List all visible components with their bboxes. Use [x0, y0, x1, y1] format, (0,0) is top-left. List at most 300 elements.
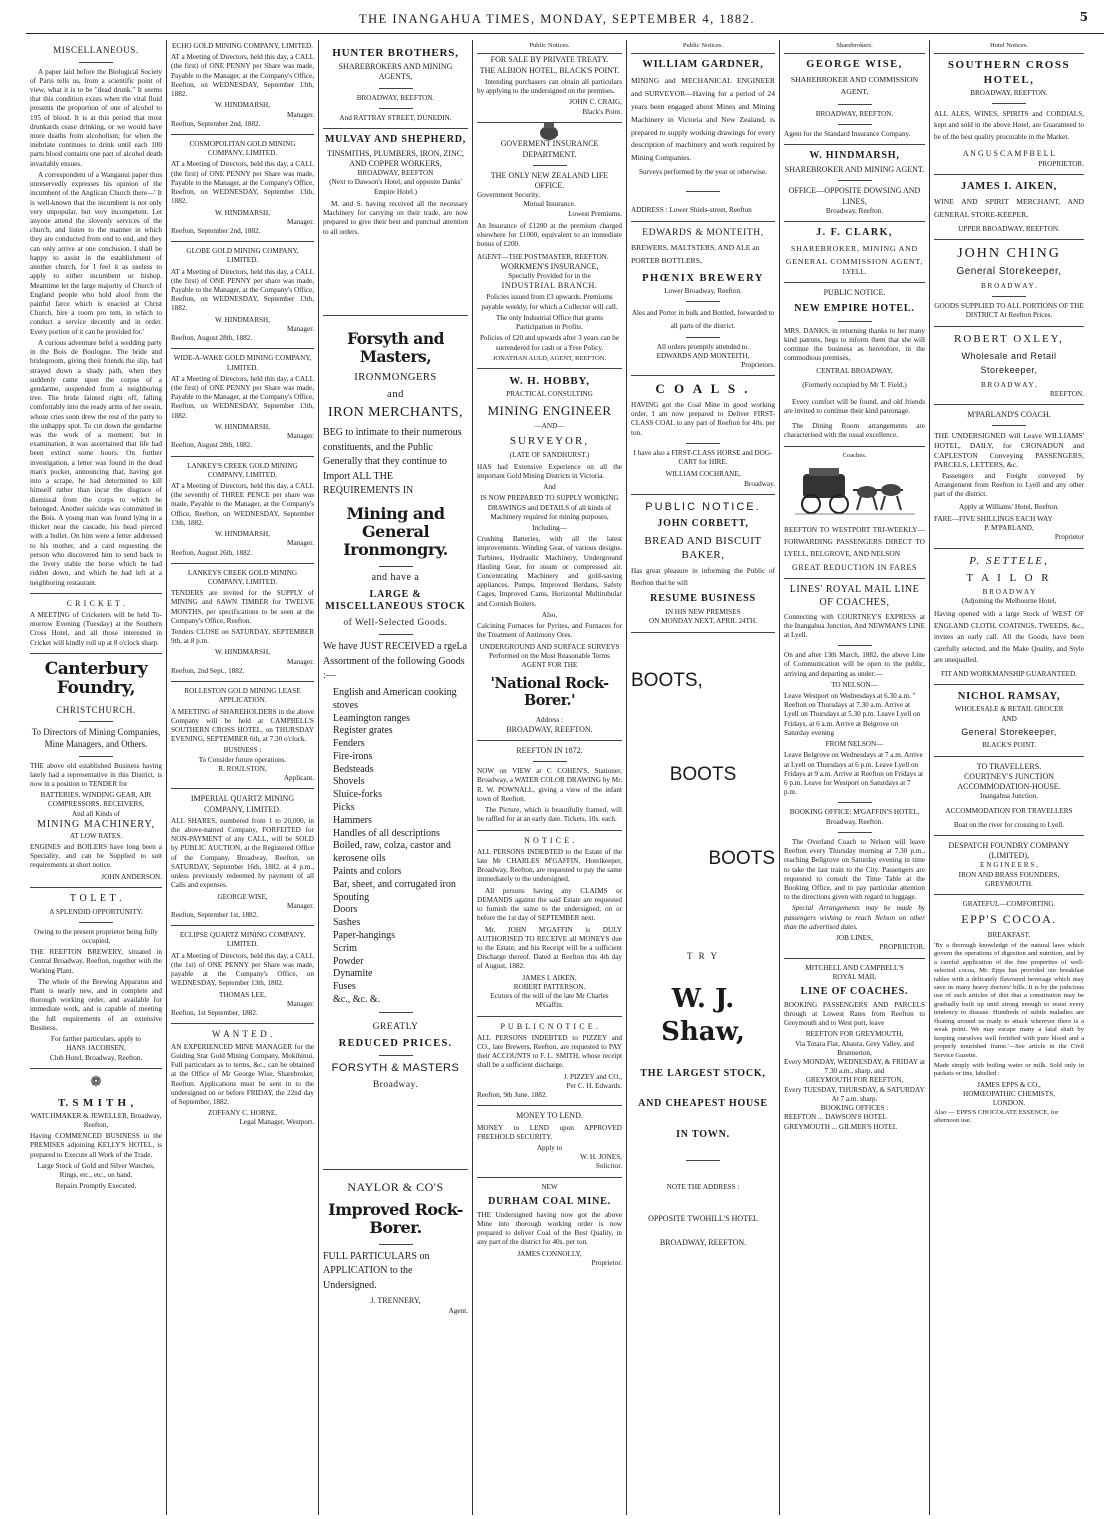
separator [686, 301, 720, 302]
separator [79, 756, 113, 757]
separator [79, 922, 113, 923]
signature: GEORGE WISE, [217, 892, 268, 901]
money-heading: MONEY TO LEND. [516, 1111, 583, 1121]
separator [934, 174, 1084, 175]
separator [477, 368, 622, 369]
ching-heading: JOHN CHING [957, 246, 1061, 262]
blank-space [323, 240, 468, 310]
separator [838, 180, 872, 181]
separator [934, 53, 1084, 54]
goods-list [323, 687, 468, 1007]
pizzey-body: ALL PERSONS INDEBTED to PIZZEY and CO., late Brewers, Reefton, are requested to PAY their ACCOUNTS to F. L. SMITH, whose receipt shall be a sufficient discharge. [477, 1033, 622, 1070]
insurance-body: An Insurance of £1200 at the premium charged elsewhere for £1000, equivalent to an immediate bonus of £200. [477, 221, 622, 249]
ales-body: ALL ALES, WINES, SPIRITS and CORDIALS, kept and sold in the above Hotel, are Guaranteed to be of the best quality procurable in the Market. [934, 109, 1084, 141]
separator [784, 53, 925, 54]
column-rule [779, 40, 780, 1515]
separator [784, 221, 925, 222]
separator [171, 134, 314, 135]
industrial-line: INDUSTRIAL BRANCH. [501, 281, 598, 291]
section-label: Sharebrokers. [836, 42, 873, 49]
london-line: LONDON. [992, 1099, 1026, 1108]
separator [784, 958, 925, 959]
general-line: General Storekeeper, [956, 266, 1062, 278]
inangahua-line: Inangahua Junction. [980, 792, 1038, 801]
separator [784, 282, 925, 283]
article-paragraph: A paper laid before the Biological Society of Paris tells us, from a scientific point of view, what it is to be "dead drunk." It seems that this condition exists when the vital fluid presents the proportion of one of alcohol to 195 of blood. It is at this period that most drunkards cease drinking, or we would have more deaths from alcoholism; for when the inebriate continues to drink until each 100 parts blood contains one part of alcohol death invariably ensues. [30, 67, 162, 168]
line-coaches-heading: LINE OF COACHES. [800, 985, 909, 997]
separator [379, 1244, 413, 1245]
separator [323, 315, 468, 316]
solicitor-line: Solicitor. [595, 1162, 622, 1171]
public-notice-heading: PUBLIC NOTICE. [645, 500, 761, 513]
ales-line: Ales and Porter in bulk and Bottled, forwarded to all parts of the district. [631, 309, 775, 330]
address-label: Address : [535, 715, 564, 724]
notice-body: AT a Meeting of Directors, held this day, a CALL (the first) of ONE PENNY per Share was made, Payable to the Manager, at the Company's Office, Reefton, on WEDNESDAY, September 13th, 1882. [171, 160, 314, 206]
article-paragraph: A correspondent of a Wanganui paper thus unreservedly expresses his opinion of the incumbent of the Anglican Church there—' It is well-known that the incumbent is not only very unpopular, but very incompetent. Let anyone attend the slovenly services of the church, and listen to the manner in which they are conducted from end to end, and they can only arrive at one conclusion. I shall be happy to assist in the establishment of another church, for I feel it as useless to apply to either incumbent or bishop. Meantime let the large majority of Church of England people who hold aloof from the painful farce which is enacted at Christ Church, hire a room pro tem, in which to conduct a service decently and in order. Every portion of it can be provided for.' [30, 170, 162, 336]
date-line: Reefton, August 28th, 1882. [171, 441, 253, 450]
workmens-heading: WORKMEN'S INSURANCE, [500, 261, 599, 271]
separator [631, 375, 775, 376]
patterson-signature: ROBERT PATTERSON. [513, 982, 586, 991]
claims-body: All persons having any CLAIMS or DEMANDS against the said Estate are requested to furnish the same to the undersigned, on or before the 1st day of SEPTEMBER next. [477, 886, 622, 923]
corbett-heading: JOHN CORBETT, [657, 517, 749, 529]
miscellaneous-heading: MISCELLANEOUS. [53, 45, 139, 55]
iron-merchants-line: IRON MERCHANTS, [327, 405, 464, 421]
beg-paragraph: BEG to intimate to their numerous constituents, and the Public Generally that they continue to Import ALL THE REQUIREMENTS IN [323, 427, 462, 497]
tailor-line: T A I L O R [966, 571, 1052, 584]
empire-heading: NEW EMPIRE HOTEL. [794, 302, 915, 314]
late-line: (LATE OF SANDHURST.) [509, 451, 590, 460]
for-sale-heading: FOR SALE BY PRIVATE TREATY. [490, 55, 609, 65]
proprietors-line: Proprietors. [741, 361, 775, 370]
notice-body: AT a Meeting of Directors, held this day, a CALL (the seventh) of THREE PENCE per share was made, Payable to the Manager, at the Company's Office, Reefton, on WEDNESDAY, September 13th, 1882. [171, 481, 314, 527]
date-line: Reefton, September 2nd, 1882. [171, 119, 261, 128]
notice-heading: WIDE-A-WAKE GOLD MINING COMPANY, LIMITED. [173, 354, 312, 372]
section-label: Coaches. [842, 451, 867, 459]
surveys-line: Surveys performed by the year or otherwise. [639, 168, 767, 177]
apply-line: Apply to [536, 1143, 563, 1152]
agent-for-line: AGENT FOR THE [521, 661, 578, 670]
separator [686, 443, 720, 444]
wanted-heading: W A N T E D . [211, 1029, 274, 1040]
every-monday-line: Every MONDAY, WEDNESDAY, & FRIDAY at 7.30 a.m., sharp, and [784, 1058, 925, 1076]
christchurch-label: CHRISTCHURCH. [56, 704, 136, 715]
business-label: BUSINESS : [223, 746, 262, 755]
to-nelson-line: TO NELSON— [831, 680, 878, 689]
and-line: and [387, 388, 404, 400]
courtney-line: COURTNEY'S JUNCTION ACCOMMODATION-HOUSE. [957, 771, 1061, 792]
shaw-heading: W. J. Shaw, [661, 983, 745, 1048]
masthead-rule [26, 33, 1104, 34]
from-nelson-line: FROM NELSON— [825, 740, 884, 749]
separator [784, 144, 925, 145]
cheapest-line: AND CHEAPEST HOUSE [638, 1098, 768, 1110]
signature: W. HINDMARSH, [214, 208, 271, 217]
separator [533, 761, 567, 762]
signature: THOMAS LEE, [218, 990, 267, 999]
monday-line: ON MONDAY NEXT, APRIL 24TH. [648, 617, 758, 626]
goods-item: Dynamite [333, 968, 373, 980]
and-line: AND [1001, 714, 1017, 723]
forsyth-heading: Forsyth and Masters, [347, 328, 444, 366]
performed-line: Performed on the Most Reasonable Terms [489, 651, 610, 660]
ornament-icon: ❁ [90, 1074, 102, 1090]
masthead [0, 0, 1114, 36]
next-to-line: (Next to Dawson's Hotel, and opposite Danks' Empire Hotel.) [329, 178, 462, 196]
title-line: Manager. [287, 901, 314, 910]
mitchell-body: BOOKING PASSENGERS AND PARCELS through at Lowest Rates from Reefton to Greymouth and to West port, leave [784, 1000, 925, 1028]
stagecoach-illustration [795, 464, 915, 520]
govt-heading: GOVERMENT INSURANCE DEPARTMENT. [500, 139, 599, 159]
goods-item: Shovels [333, 776, 365, 788]
connolly-signature: JAMES CONNOLLY, [517, 1249, 582, 1258]
separator [934, 326, 1084, 327]
goods-item: Leamington ranges [333, 712, 410, 724]
agent-line: AGENT—THE POSTMASTER, REEFTON. [477, 252, 609, 261]
westport-body: REEFTON TO WESTPORT TRI-WEEKLY—FORWARDING PASSENGERS DIRECT TO LYELL, BELGROVE, AND NELSON [784, 525, 925, 558]
only-industrial-line: The only Industrial Office that grants Participation in Profits. [495, 313, 604, 332]
via-line: Via Totara Flat, Ahaura, Grey Valley, and Brunnerton, [795, 1039, 914, 1057]
consider-line: To Consider future operations. [198, 755, 287, 764]
town-line: IN TOWN. [676, 1129, 730, 1141]
now-prepared-line: IS NOW PREPARED TO SUPPLY WORKING DRAWINGS and DETAILS of all kinds of Machinery required for mining purposes, [480, 494, 619, 521]
notice-body: ALL PERSONS INDEBTED to the Estate of the late Mr CHARLES M'GAFFIN, Hotelkeeper, Broadway, Reefton, are requested to pay the same immediately to the undersigned. [477, 847, 622, 884]
notice-body: AN EXPERIENCED MINE MANAGER for the Guiding Star Gold Mining Company, Mokihinui. Full particulars as to terms, &c., can be obtained at the Office of Mr George Wise, Sharebroker, Reefton. Applications must be sent in to the undersigned on or before FRIDAY, the 22nd day of September, 1882. [171, 1042, 314, 1106]
separator [171, 681, 314, 682]
title-line: Manager. [287, 217, 314, 226]
goods-line: GOODS SUPPLIED TO ALL PORTIONS OF THE DISTRICT At Reefton Prices. [934, 302, 1084, 320]
jacobsen-line: HANS JACOBSEN, [66, 1044, 126, 1053]
boat-line: Boat on the river for crossing to Lyell. [953, 820, 1065, 829]
tinsmiths-line: TINSMITHS, PLUMBERS, IRON, ZINC, AND COPPER WORKERS, [326, 148, 465, 169]
view-body: NOW on VIEW at C COHEN'S, Stationer, Broadway, a WATER COLOR DRAWING by Mr. R. W. POWNALL, giving a view of the infant town of Reefton. [477, 767, 622, 803]
epps-heading: EPP'S COCOA. [961, 912, 1057, 927]
notice-heading: LANKEY'S CREEK GOLD MINING COMPANY, LIMITED. [187, 461, 298, 479]
broadway-line: B R O A D W A Y , [980, 380, 1038, 389]
broadway-line: Broadway, Reefton. [825, 206, 884, 215]
albion-heading: THE ALBION HOTEL, BLACK'S POINT. [479, 65, 620, 75]
separator [784, 578, 925, 579]
broadway-line: BROADWAY, REEFTON. [356, 93, 435, 102]
goods-item: Hammers [333, 814, 372, 826]
notice-body: AT a Meeting of Directors, held this day, a CALL (the 1st) of ONE PENNY per Share was made, payable at the Company's Office, on WEDNESDAY, September 13th, 1882. [171, 951, 314, 988]
separator [934, 239, 1084, 240]
separator [379, 88, 413, 89]
upper-line: UPPER BROADWAY, REEFTON. [958, 225, 1060, 234]
edwards-heading: EDWARDS & MONTEITH, [642, 227, 764, 238]
durham-body: THE Undersigned having now got the above Mine into thorough working order is now prepared to deliver Coal of the Best Quality, in any part of the district for 40s. per ton. [477, 1210, 622, 1247]
and-line: —AND— [534, 422, 565, 431]
goods-item: Doors [333, 904, 358, 916]
opposite-line: OPPOSITE TWOHILL'S HOTEL [648, 1214, 758, 1224]
general-store-line: General Storekeeper, [961, 726, 1057, 737]
title-line: Manager. [287, 999, 314, 1008]
and2-line: And [543, 483, 556, 492]
ramsay-sub: WHOLESALE & RETAIL GROCER [954, 705, 1064, 714]
on-and-after-body: On and after 13th March, 1882, the above Line of Communication will be open to the public, arriving and departing as under:— [784, 651, 925, 678]
homoeopathic-line: HOMŒOPATHIC CHEMISTS, [963, 1090, 1055, 1099]
separator [686, 337, 720, 338]
separator [838, 321, 872, 322]
signature: W. HINDMARSH, [214, 648, 271, 657]
title-line: Manager. [287, 539, 314, 548]
signature: W. HINDMARSH, [214, 315, 271, 324]
southern-cross-heading: SOUTHERN CROSS HOTEL, [947, 59, 1071, 86]
reefton-line: REEFTON. [1049, 389, 1084, 398]
clark-heading: J. F. CLARK, [816, 226, 893, 238]
lyell-line: LYELL. [842, 268, 867, 277]
hunter-brothers-heading: HUNTER BROTHERS, [332, 47, 459, 59]
timetable-2: Leave Belgrove on Wednesdays at 7 a.m. Arrive at Lyell on Thursdays at 6 p.m. Leave Lyell on Fridays at 9 a.m. Arrive at Reefton on Fridays at 6 p.m. Leave for Westport on Saturdays at 7 p.m. [784, 751, 924, 797]
separator [477, 1177, 622, 1178]
goods-item: Fire-irons [333, 750, 373, 762]
notice-body: AT a Meeting of Directors, held this day, a CALL (the first) of ONE PENNY per Share was made, Payable to the Manager, at the Company's Office, Reefton, on WEDNESDAY, September 13th, 1882. [171, 374, 314, 420]
cricket-notice: A MEETING of Cricketers will be held To-morrow Evening (Tuesday) at the Southern Cross Hotel, and all those interested in Cricket will kindly roll up at 8 o'clock sharp. [30, 611, 162, 647]
vr-line [477, 128, 622, 140]
royal-crest-icon [536, 122, 562, 142]
public-notice-heading: P U B L I C N O T I C E . [500, 1021, 599, 1031]
broadway-reefton-line: BROADWAY, REEFTON. [659, 1238, 747, 1248]
formerly-line: (Formerly occupied by Mr T. Field.) [802, 380, 907, 389]
particulars-line: For farther particulars, apply to [50, 1035, 141, 1044]
goods-item: Scrim [333, 942, 357, 954]
grateful-line: GRATEFUL—COMFORTING. [962, 900, 1056, 909]
including-line: Including— [532, 523, 567, 532]
policies2-line: Policies of £20 and upwards after 3 years can be surrendered for cash or a Free Policy. [479, 334, 620, 352]
engineers-line: E N G I N E E R S , [980, 861, 1038, 870]
wise-sub: SHAREBROKER AND COMMISSION AGENT, [790, 74, 919, 97]
settele-body: Having opened with a large Stock of WEST OF ENGLAND CLOTH, COATINGS, TWEEDS, &c., invites an early call. All the Goods, have been carefully selected, and the Make Quality, and Style are unequalled. [934, 610, 1084, 665]
goods-item: Sluice-forks [333, 789, 382, 801]
separator [838, 104, 872, 105]
agent-line: Agent. [448, 1306, 468, 1315]
splendid-line: A SPLENDID OPPORTUNITY. [49, 907, 143, 916]
also-line: Also — EPPS'S CHOCOLATE ESSENCE, for afternoon use. [934, 1108, 1059, 1124]
iron-line: IRON AND BRASS FOUNDERS, [958, 870, 1060, 879]
overland-body: The Overland Coach to Nelson will leave Reefton every Thursday morning at 7.30 p.m., reaching Bellgrove on Saturday evening in time to take the last train to the City. Passengers are requested to consult the Time Table at the Booking Office, and to pay particular attention to the directions given with regard to luggage. [784, 837, 925, 902]
separator [477, 53, 622, 54]
money-body: MONEY to LEND upon APPROVED FREEHOLD SECURITY. [477, 1123, 622, 1141]
made-line: Made simply with boiling water or milk. Sold only in packets or tins, labelled : [934, 1061, 1084, 1078]
section-label: Public Notices. [682, 42, 724, 49]
separator [934, 756, 1084, 757]
separator [992, 296, 1026, 297]
separator [934, 404, 1084, 405]
fare-line: FARE—FIVE SHILLINGS EACH WAY [934, 514, 1053, 523]
and-have-line: and have a [371, 571, 420, 583]
only-nz-line: THE ONLY NEW ZEALAND LIFE OFFICE. [490, 170, 609, 190]
blacks-point-line: Black's Point. [582, 107, 622, 116]
just-received-line: We have JUST RECEIVED a rgeLa Assortment of the following Goods :— [323, 641, 468, 682]
public-notice-heading: PUBLIC NOTICE. [823, 288, 886, 298]
hindmarsh-heading: W. HINDMARSH, [809, 150, 900, 162]
comfort-body: Every comfort will be found, and old friends are invited to continue their kind patronage. [784, 397, 925, 416]
apply-line: Apply at Williams' Hotel, Reefton. [959, 502, 1059, 511]
separator [379, 108, 413, 109]
notice-body: AT a Meeting of Directors, held this day, a CALL (the first) of ONE PENNY per Share was made, Payable to the Manager, at the Company's Office, Reefton, on WEDNESDAY, September 13th, 1882. [171, 53, 314, 99]
batteries-line: BATTERIES, WINDING GEAR, AIR COMPRESSORS, RECEIVERS, [40, 791, 152, 809]
title-line: Manager. [287, 324, 314, 333]
gardner-heading: WILLIAM GARDNER, [642, 59, 764, 71]
separator [934, 548, 1084, 549]
separator [171, 348, 314, 349]
goods-item: Powder [333, 955, 364, 967]
separator [477, 1016, 622, 1017]
timetable-1: Leave Westport on Wednesdays at 6.30 a.m. " Reefton on Thursdays at 7.30 a.m. Arrive at Lyell on Thursdays at 5.30 p.m. Leave Lyell on Fridays, at 6 a.m. Arrive at Belgrove on Saturday evening [784, 692, 921, 737]
date-line: Reefton, August 26th, 1882. [171, 548, 253, 557]
notice-body: AT a Meeting of Directors, held this day, a CALL (the first) of ONE PENNY per share was made, Payable to the Manager, at the Company's Office, Reefton, on WEDNESDAY, September 13th, 1882. [171, 267, 314, 313]
job-lines-signature: JOB LINES, [836, 934, 873, 943]
lines-heading: LINES' ROYAL MAIL LINE OF COACHES, [789, 583, 920, 608]
separator [533, 165, 567, 166]
reduced-prices-line: REDUCED PRICES. [338, 1037, 453, 1049]
note-line: NOTE THE ADDRESS : [666, 1182, 740, 1191]
surveyor-line: SURVEYOR, [509, 435, 590, 448]
column-rule [166, 40, 167, 1515]
broadway-line: Broadway. [372, 1079, 419, 1090]
separator [992, 425, 1026, 426]
wise-heading: GEORGE WISE, [806, 59, 903, 71]
blank-space [323, 1094, 468, 1164]
every-tuesday-line: Every TUESDAY, THURSDAY, & SATURDAY At 7 a.m. sharp. [784, 1085, 925, 1103]
column-rule [626, 40, 627, 1515]
greymouth-line: GREYMOUTH. [985, 879, 1033, 888]
goods-item: Paper-hangings [333, 930, 396, 942]
smith-heading: T. S M I T H , [58, 1096, 134, 1109]
proprietor-line: Proprietor. [591, 1258, 622, 1267]
goods-item: &c., &c. &. [333, 994, 381, 1006]
notice-body: ALL SHARES, numbered from 1 to 20,000, in the above-named Company, FORFEITED for NON-PAYMENT of any CALL, will be SOLD by PUBLIC AUCTION, at the Registered Office of the Company, Broadway, Reefton, on SATURDAY, September 16th, 1882, at 4 p.m., unless previously redeemed by payment of all Calls and expenses. [171, 816, 314, 890]
accommodation-line: ACCOMMODATION FOR TRAVELLERS [945, 806, 1073, 815]
goods-item: Fuses [333, 981, 356, 993]
forsyth-masters-line: FORSYTH & MASTERS [331, 1062, 460, 1075]
mining-machinery-line: MINING MACHINERY, [37, 818, 155, 830]
separator [379, 634, 413, 635]
separator [838, 802, 872, 803]
mulvay-heading: MULVAY AND SHEPHERD, [324, 133, 467, 145]
separator [379, 566, 413, 567]
goods-item: Picks [333, 802, 355, 814]
column-5 [631, 42, 775, 1512]
smith-body: Having COMMENCED BUSINESS in the PREMISES adjoining KELLY'S HOTEL, is prepared to Execute all Work of the Trade. [30, 1132, 162, 1159]
notice-body: Tenders CLOSE on SATURDAY, SEPTEMBER 9th, at 8 p.m. [171, 628, 314, 646]
fit-line: FIT AND WORKMANSHIP GUARANTEED. [940, 669, 1078, 678]
proprietor-line: PROPRIETOR. [879, 943, 925, 952]
oxley-heading: ROBERT OXLEY, [954, 332, 1064, 345]
govt-security-line: Government Security. [477, 191, 541, 200]
notice-heading: ROLLESTON GOLD MINING LEASE APPLICATION. [184, 687, 301, 705]
column-1 [30, 42, 162, 1512]
notice-heading: GLOBE GOLD MINING COMPANY, LIMITED. [186, 247, 299, 265]
separator [171, 925, 314, 926]
horse-line: I have also a FIRST-CLASS HORSE and DOG-CART for HIRE. [633, 448, 773, 467]
lowest-line: Lowest Premiums. [568, 209, 622, 218]
date-line: Reefton, 1st September, 1882. [171, 1008, 258, 1017]
separator [631, 53, 775, 54]
broadway-line: BROADWAY, REEFTON. [970, 88, 1048, 97]
notice-heading: ECHO GOLD MINING COMPANY, LIMITED. [172, 42, 313, 50]
goods-item: Handles of all descriptions [333, 827, 440, 839]
column-7 [934, 42, 1084, 1512]
coach-body: THE UNDERSIGNED will Leave WILLIAMS' HOTEL, DAILY, for CRONADUN and CAPLESTON Conveying PASSENGERS, PARCELS, LETTERS, &c. [934, 431, 1084, 470]
central-line: CENTRAL BROADWAY, [816, 367, 893, 376]
notice-heading: COSMOPOLITAN GOLD MINING COMPANY, LIMITED. [189, 139, 296, 158]
title-line: Applicant. [283, 774, 314, 783]
standard-line: Agent for the Standard Insurance Company. [784, 130, 911, 139]
separator [686, 1160, 720, 1161]
engines-line: ENGINES and BOILERS have long been a Speciality, and can be Supplied to suit requirements at short notice. [30, 842, 162, 870]
resume-line: RESUME BUSINESS [650, 593, 756, 605]
notice-heading: IMPERIAL QUARTZ MINING COMPANY, LIMITED. [190, 794, 295, 814]
column-2 [171, 42, 314, 1512]
date-line: Reefton, 9th June. 1882. [477, 1091, 548, 1100]
signature: ZOFFANY C. HORNE, [207, 1109, 278, 1118]
broadway-line: BROADWAY, REEFTON. [815, 109, 894, 118]
mining-general-heading: Mining and General Ironmongry. [343, 503, 448, 560]
goods-item: Spouting [333, 891, 370, 903]
campbell-line: A N G U S C A M P B E L L [962, 149, 1056, 159]
article-paragraph: A curious adventure befel a wedding party in the Bois de Boulogne. The bride and bridegroom, giving their friends the slip, had strayed down a shady path, when they suddenly came upon the corpse of a gendarme, suspended from a neighboring tree. The bride fainted right off, falling comfortably into the ready arms of her swain, whose cries soon drew the rest of the party to the unhappy spot. To cut down the gendarme was the work of a moment; but in examination, it was ascertained that life had been extinct some hours. On further investigation, a letter was found in the dead man's pocket, announcing that, having got into a scrape, he had determined to kill himself rather than incur the disgrace of dismissal from the corps to which he belonged. Another suicide was committed in the Bois. A young man was found lying in a thicket near the cascade, his head pierced with a bullet. On him were a letter addressed to his mother, and a card requesting the person who discovered him to send back to the livery stable the horse which he had ridden down, and which he had left at a neighboring restaurant. [30, 338, 162, 587]
pizzey-signature: J. PIZZEY and CO., [563, 1072, 622, 1081]
title-line: Legal Manager, Westport. [239, 1118, 314, 1127]
cochrane-signature: WILLIAM COCHRANE, [665, 470, 741, 479]
travellers-heading: TO TRAVELLERS. [976, 761, 1042, 771]
greatly-line: GREATLY [372, 1021, 419, 1032]
goods-item: Boiled, raw, colza, castor and kerosene oils [333, 840, 451, 865]
owing-line: Owing to the present proprietor being fully occupied, [34, 927, 158, 945]
column-rule [472, 40, 473, 1515]
notice-heading: N O T I C E . [524, 835, 575, 845]
title-line: Manager. [287, 657, 314, 666]
section-label: Hotel Notices. [989, 42, 1029, 49]
coals-heading: C O A L S . [655, 381, 751, 397]
great-reduction-line: GREAT REDUCTION IN FARES [792, 562, 917, 572]
proprietor-line: Proprietor [1054, 533, 1084, 542]
goods-item: Bar, sheet, and corrugated iron [333, 878, 456, 890]
signature: W. HINDMARSH, [214, 422, 271, 431]
broadway-line: BROADWAY, REEFTON. [506, 724, 593, 734]
separator [171, 788, 314, 789]
calcining-line: Calcining Furnaces for Pyrites, and Furnaces for the Treatment of Antimony Ores. [477, 622, 622, 640]
hobby-body: HAS had Extensive Experience on all the important Gold Mining Districts in Victoria. [477, 462, 622, 480]
dining-body: The Dining Room arrangements are characterised with the usual excellence. [784, 422, 925, 440]
directors-label: To Directors of Mining Companies, Mine Managers, and Others. [31, 727, 161, 749]
gardner-body: MINING and MECHANICAL ENGINEER and SURVEYOR—Having for a period of 24 years been engaged about Mines and Mining Machinery in Victoria and New Zealand, is prepared to supply working drawings for every description of machinery and work required by Mining Companies. [631, 75, 775, 163]
anderson-signature: JOHN ANDERSON. [101, 872, 162, 881]
separator [477, 740, 622, 741]
separator [171, 241, 314, 242]
jones-signature: W. H. JONES, [580, 1153, 622, 1162]
naylor-heading: NAYLOR & CO'S [347, 1179, 444, 1194]
auld-line: JONATHAN AULD, AGENT, REEFTON. [492, 354, 607, 362]
column-4 [477, 42, 622, 1512]
blacks-line: BLACK'S POINT. [982, 741, 1036, 750]
policies-line: Policies issued from £3 upwards. Premiums payable weekly, for which a Collector will call. [481, 293, 618, 311]
picture-body: The Picture, which is beautifully framed, will be raffled for at an early date. Tickets, 10s. each. [477, 806, 622, 824]
new-label: NEW [541, 1182, 558, 1191]
phoenix-heading: PHŒNIX BREWERY [642, 272, 764, 284]
to-let-heading: T O L E T . [69, 892, 123, 904]
hobby-heading: W. H. HOBBY, [509, 375, 590, 388]
boots-line: BOOTS [708, 848, 775, 870]
royal-mail-line: ROYAL MAIL [832, 972, 877, 981]
durham-heading: DURHAM COAL MINE. [488, 1195, 611, 1207]
mgaffin-body: Mr. JOHN M'GAFFIN is DULY AUTHORISED TO RECEIVE all MONEYS due to the Estate, and his Receipt will be a sufficient Discharge thereof. Dated at Reefton this 4th day of August, 1882. [477, 925, 622, 971]
mitchell-line: MITCHELL AND CAMPBELL'S [805, 963, 904, 972]
broadway-line: Broadway. [744, 479, 775, 488]
reefton-grey-line: REEFTON FOR GREYMOUTH, [805, 1030, 904, 1039]
broadway-line: B R O A D W A Y [982, 587, 1036, 596]
